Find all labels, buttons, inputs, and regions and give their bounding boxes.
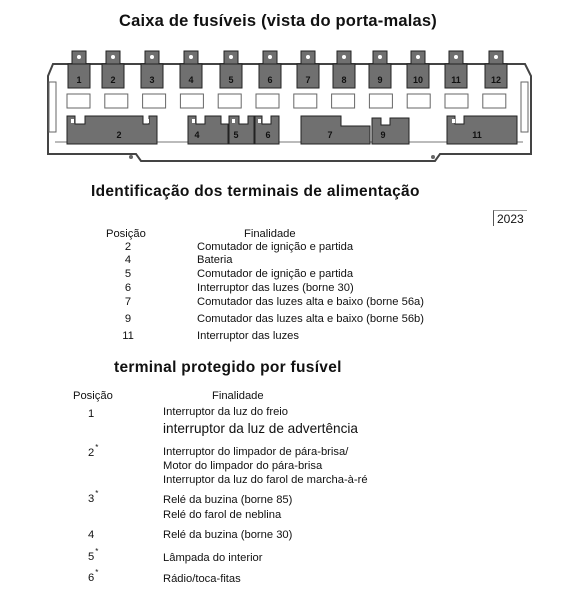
page-title: Caixa de fusíveis (vista do porta-malas) — [119, 12, 437, 30]
section2-col-posicao: Posição — [73, 390, 113, 402]
section1-col-posicao: Posição — [106, 228, 146, 240]
fuse-label: 8 — [341, 75, 347, 85]
relay-pin — [265, 119, 268, 123]
section1-purpose: Comutador das luzes alta e baixo (borne 56a) — [197, 296, 424, 308]
fuse-6 — [259, 51, 281, 88]
fuse-label: 7 — [305, 75, 311, 85]
relay-label: 6 — [265, 130, 271, 140]
section1-position: 9 — [124, 313, 132, 325]
fuse-3 — [141, 51, 163, 88]
footnote-mark: * — [95, 547, 99, 556]
window-slot — [256, 94, 279, 108]
section2-position: 2* — [88, 443, 99, 459]
section1-position: 5 — [124, 268, 132, 280]
section1-purpose: Interruptor das luzes — [197, 330, 299, 342]
fuse-label: 2 — [110, 75, 116, 85]
section1-purpose: Bateria — [197, 254, 233, 266]
fuse-label: 1 — [76, 75, 82, 85]
fuse-2 — [102, 51, 124, 88]
section1-col-finalidade: Finalidade — [244, 228, 296, 240]
section1-purpose: Comutador de ignição e partida — [197, 241, 354, 253]
fuse-5 — [220, 51, 242, 88]
relay-pin — [192, 119, 195, 123]
relay-pin — [146, 119, 149, 123]
relay-label: 5 — [233, 130, 239, 140]
section2-position: 5* — [88, 547, 99, 563]
fuse-12 — [485, 51, 507, 88]
relay-pin — [459, 119, 462, 123]
section2-position: 3* — [88, 489, 99, 505]
fuse-11 — [445, 51, 467, 88]
section1-title: Identificação dos terminais de alimentação — [91, 183, 420, 200]
window-slot — [67, 94, 90, 108]
year-badge: 2023 — [493, 210, 527, 226]
fuse-label: 4 — [188, 75, 194, 85]
window-slot — [180, 94, 203, 108]
section2-purpose: Relé da buzina (borne 30) — [163, 529, 293, 541]
fuse-label: 10 — [412, 75, 424, 85]
fuse-label: 9 — [377, 75, 383, 85]
window-slot — [445, 94, 468, 108]
footnote-mark: * — [95, 489, 99, 498]
relay-label: 11 — [472, 130, 482, 140]
relay-pin — [242, 119, 245, 123]
section1-purpose: Comutador de ignição e partida — [197, 268, 354, 280]
fuse-label: 11 — [451, 75, 461, 85]
window-slot — [143, 94, 166, 108]
footnote-mark: * — [95, 568, 99, 577]
relay-label: 4 — [194, 130, 200, 140]
section2-purpose: Relé do farol de neblina — [163, 509, 282, 521]
section1-position: 4 — [124, 254, 132, 266]
relay-pin — [258, 119, 261, 123]
section2-purpose: Lâmpada do interior — [163, 552, 263, 564]
mount-point-left — [129, 155, 133, 159]
mount-point-right — [431, 155, 435, 159]
fuse-7 — [297, 51, 319, 88]
section1-position: 2 — [124, 241, 132, 253]
section2-position: 6* — [88, 568, 99, 584]
relay-pin — [199, 119, 202, 123]
window-slot — [407, 94, 430, 108]
section2-purpose: Interruptor da luz do freio — [163, 406, 288, 418]
relay-9 — [372, 118, 409, 144]
fuse-9 — [369, 51, 391, 88]
section2-purpose: Rádio/toca-fitas — [163, 573, 241, 585]
window-slot — [483, 94, 506, 108]
fuse-label: 5 — [228, 75, 234, 85]
section1-purpose: Interruptor das luzes (borne 30) — [197, 282, 354, 294]
section1-position: 7 — [124, 296, 132, 308]
section2-position: 4 — [88, 529, 95, 541]
section2-title: terminal protegido por fusível — [114, 359, 342, 376]
fuse-10 — [407, 51, 429, 88]
relay-pin — [232, 119, 235, 123]
fuse-label: 3 — [149, 75, 155, 85]
relay-pin — [452, 119, 455, 123]
relay-pin — [79, 119, 82, 123]
section2-position: 1 — [88, 408, 95, 420]
window-slot — [332, 94, 355, 108]
section1-purpose: Comutador das luzes alta e baixo (borne 56b) — [197, 313, 424, 325]
section2-purpose: Relé da buzina (borne 85) — [163, 494, 293, 506]
window-slot — [369, 94, 392, 108]
fuse-label: 6 — [267, 75, 273, 85]
section2-purpose: Interruptor da luz do farol de marcha-à-ré — [163, 474, 368, 486]
relay-pin — [71, 119, 74, 123]
relay-label: 2 — [116, 130, 122, 140]
window-slot — [294, 94, 317, 108]
section2-purpose: interruptor da luz de advertência — [163, 421, 358, 436]
section1-position: 11 — [122, 330, 134, 342]
fuse-1 — [68, 51, 90, 88]
fuse-4 — [180, 51, 202, 88]
footnote-mark: * — [95, 443, 99, 452]
section1-position: 6 — [124, 282, 132, 294]
section2-purpose: Motor do limpador do pára-brisa — [163, 460, 323, 472]
window-slot — [105, 94, 128, 108]
section2-col-finalidade: Finalidade — [212, 390, 264, 402]
relay-label: 9 — [380, 130, 386, 140]
window-slot — [218, 94, 241, 108]
relay-label: 7 — [327, 130, 333, 140]
fuse-box-diagram — [45, 46, 533, 164]
fuse-label: 12 — [490, 75, 502, 85]
section2-purpose: Interruptor do limpador de pára-brisa/ — [163, 446, 349, 458]
fuse-8 — [333, 51, 355, 88]
